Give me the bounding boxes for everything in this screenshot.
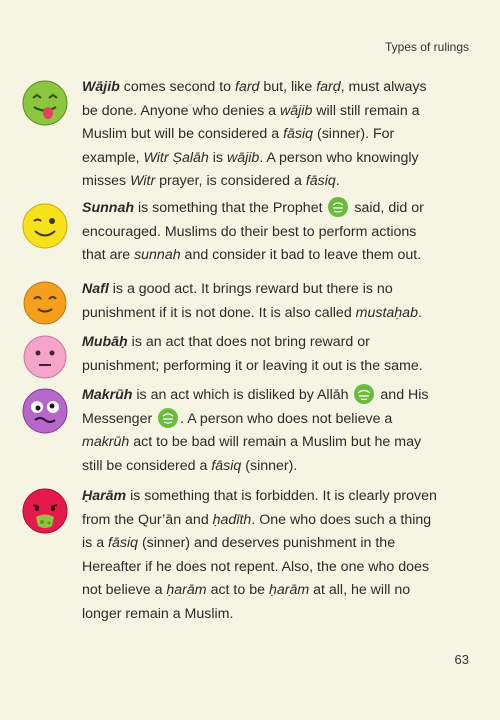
dizzy-face-icon [22, 388, 68, 434]
ruling-text-wajib: Wājib comes second to farḍ but, like farḍ, must always be done. Anyone who denies a wājib will still remain a Muslim but will be considered a fāsiq (sinner). For example, Witr Ṣalāh is wājib. A person who knowingly misses Witr prayer, is considered a fāsiq. [82, 79, 427, 190]
ruling-term: Ḥarām [82, 488, 127, 504]
ruling-term: Wājib [82, 79, 120, 95]
vomiting-face-icon [22, 488, 68, 534]
salutation-badge-icon [158, 408, 178, 428]
salutation-badge-icon [328, 197, 348, 217]
ruling-term: Sunnah [82, 200, 135, 216]
glorification-badge-icon [354, 384, 374, 404]
ruling-text-makruh: Makrūh is an act which is disliked by Allāh and His Messenger . A person who does not believe a makrūh act to be bad will remain a Muslim but he may still be considered a fāsiq (sinner). [82, 384, 442, 478]
ruling-term: Mubāḥ [82, 334, 128, 350]
ruling-text-sunnah: Sunnah is something that the Prophet said, did or encouraged. Muslims do their best to perform actions that are sunnah and consider it bad to leave them out. [82, 197, 442, 268]
running-header: Types of rulings [384, 40, 469, 54]
tongue-out-face-icon [22, 80, 68, 126]
page-number: 63 [454, 652, 469, 667]
ruling-text-haram: Ḥarām is something that is forbidden. It is clearly proven from the Qur’ān and ḥadīth. One who does such a thing is a fāsiq (sinner) and deserves punishment in the Hereafter if he does not repent. Also, the one who does not believe a ḥarām act to be ḥarām at all, he will no longer remain a Muslim. [82, 488, 437, 622]
neutral-face-icon [22, 334, 68, 380]
ruling-text-mubah: Mubāḥ is an act that does not bring reward or punishment; performing it or leaving it out is the same. [82, 334, 423, 374]
smiling-face-icon [22, 280, 68, 326]
ruling-term: Nafl [82, 281, 109, 297]
ruling-text-nafl: Nafl is a good act. It brings reward but there is no punishment if it is not done. It is also called mustaḥab. [82, 281, 422, 321]
ruling-term: Makrūh [82, 387, 133, 403]
winking-face-icon [22, 203, 68, 249]
